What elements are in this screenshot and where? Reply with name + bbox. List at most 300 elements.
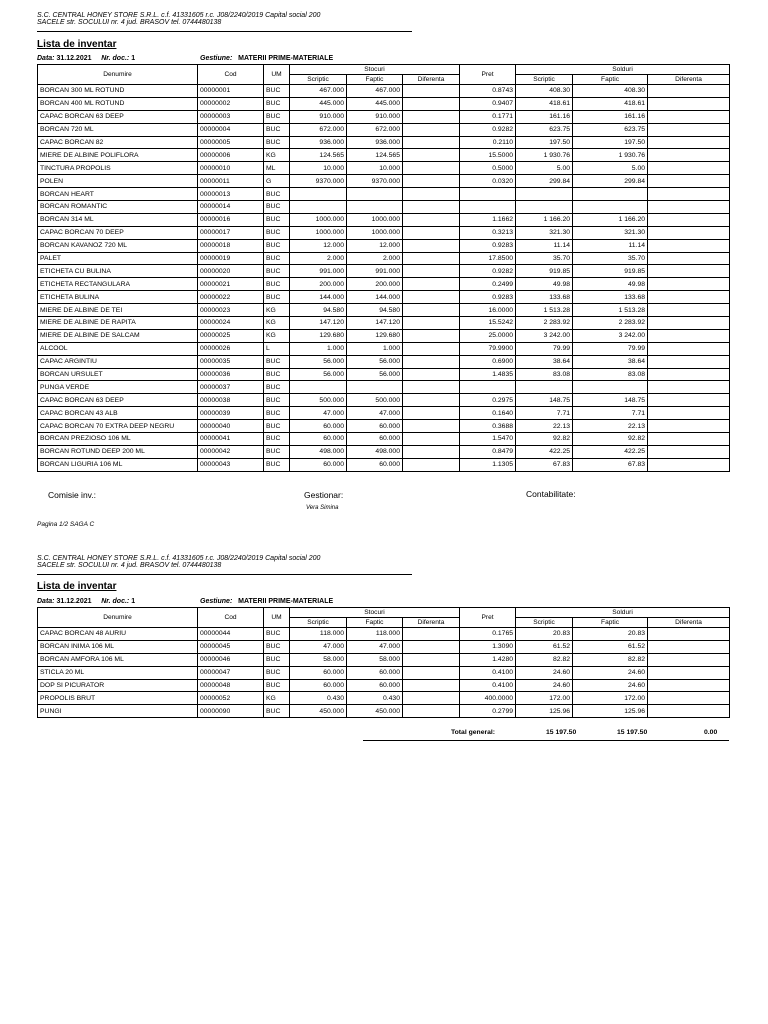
cell-pret: 15.5242 (460, 317, 516, 330)
cell-sold-faptic: 133.68 (573, 291, 648, 304)
cell-stoc-faptic (347, 201, 403, 214)
total-diferenta: 0.00 (704, 729, 718, 736)
cell-sold-faptic (573, 201, 648, 214)
cell-stoc-faptic: 56.000 (347, 355, 403, 368)
cell-pret (460, 188, 516, 201)
col-denumire: Denumire (38, 65, 198, 85)
cell-denumire: BORCAN AMFORA 106 ML (38, 653, 198, 666)
cell-sold-scriptic: 2 283.92 (516, 317, 573, 330)
cell-stoc-faptic: 672.000 (347, 123, 403, 136)
cell-sold-faptic: 79.99 (573, 342, 648, 355)
cell-sold-scriptic: 79.99 (516, 342, 573, 355)
cell-stoc-faptic: 118.000 (347, 628, 403, 641)
col-sold-diferenta: Diferenta (648, 618, 730, 628)
company-line: S.C. CENTRAL HONEY STORE S.R.L. c.f. 41331605 r.c. J08/2240/2019 Capital social 200 (37, 555, 321, 562)
cell-um: BUC (264, 252, 290, 265)
cell-stoc-diferenta (403, 692, 460, 705)
cell-pret: 0.9282 (460, 265, 516, 278)
table-row (38, 679, 730, 692)
table-row (38, 97, 730, 110)
col-solduri: Solduri (516, 608, 730, 618)
cell-pret: 1.4280 (460, 653, 516, 666)
cell-cod: 00000004 (198, 123, 264, 136)
cell-sold-faptic: 24.60 (573, 666, 648, 679)
cell-sold-diferenta (648, 304, 730, 317)
cell-pret: 0.1771 (460, 110, 516, 123)
cell-sold-faptic: 24.60 (573, 679, 648, 692)
cell-sold-scriptic: 24.60 (516, 679, 573, 692)
cell-sold-scriptic: 1 513.28 (516, 304, 573, 317)
cell-pret (460, 201, 516, 214)
cell-sold-diferenta (648, 433, 730, 446)
cell-um: BUC (264, 705, 290, 718)
cell-sold-faptic: 1 513.28 (573, 304, 648, 317)
cell-stoc-diferenta (403, 342, 460, 355)
total-faptic: 15 197.50 (617, 729, 648, 736)
cell-stoc-scriptic: 10.000 (290, 162, 347, 175)
cell-sold-diferenta (648, 394, 730, 407)
cell-cod: 00000006 (198, 149, 264, 162)
cell-cod: 00000017 (198, 226, 264, 239)
cell-sold-faptic (573, 381, 648, 394)
cell-denumire: MIERE DE ALBINE POLIFLORA (38, 149, 198, 162)
cell-um: BUC (264, 355, 290, 368)
cell-stoc-faptic: 47.000 (347, 407, 403, 420)
table-row (38, 666, 730, 679)
cell-cod: 00000043 (198, 458, 264, 471)
cell-stoc-faptic (347, 188, 403, 201)
cell-stoc-scriptic: 144.000 (290, 291, 347, 304)
cell-pret: 0.2975 (460, 394, 516, 407)
col-cod: Cod (198, 608, 264, 628)
cell-sold-diferenta (648, 149, 730, 162)
cell-stoc-faptic: 9370.000 (347, 175, 403, 188)
cell-cod: 00000018 (198, 239, 264, 252)
table-row (38, 252, 730, 265)
cell-um: BUC (264, 640, 290, 653)
cell-pret: 15.5000 (460, 149, 516, 162)
cell-sold-faptic: 919.85 (573, 265, 648, 278)
cell-stoc-diferenta (403, 640, 460, 653)
cell-stoc-diferenta (403, 97, 460, 110)
table-row (38, 278, 730, 291)
cell-um: BUC (264, 679, 290, 692)
cell-cod: 00000041 (198, 433, 264, 446)
cell-sold-diferenta (648, 317, 730, 330)
cell-um: KG (264, 317, 290, 330)
cell-stoc-faptic: 1.000 (347, 342, 403, 355)
cell-stoc-scriptic: 12.000 (290, 239, 347, 252)
cell-denumire: CAPAC BORCAN 70 DEEP (38, 226, 198, 239)
col-pret: Pret (460, 608, 516, 628)
cell-sold-scriptic: 148.75 (516, 394, 573, 407)
cell-denumire: DOP SI PICURATOR (38, 679, 198, 692)
col-um: UM (264, 608, 290, 628)
cell-stoc-scriptic: 58.000 (290, 653, 347, 666)
cell-stoc-faptic: 56.000 (347, 368, 403, 381)
table-row (38, 136, 730, 149)
cell-pret: 0.6900 (460, 355, 516, 368)
cell-stoc-diferenta (403, 420, 460, 433)
cell-sold-scriptic: 20.83 (516, 628, 573, 641)
cell-stoc-faptic: 936.000 (347, 136, 403, 149)
cell-um: KG (264, 149, 290, 162)
table-row (38, 342, 730, 355)
nrdoc-value: 1 (131, 55, 136, 62)
cell-sold-scriptic: 61.52 (516, 640, 573, 653)
table-row (38, 123, 730, 136)
gestiune-value: MATERII PRIME-MATERIALE (238, 598, 334, 605)
cell-denumire: CAPAC BORCAN 70 EXTRA DEEP NEGRU (38, 420, 198, 433)
col-sold-scriptic: Scriptic (516, 618, 573, 628)
cell-denumire: BORCAN PREZIOSO 106 ML (38, 433, 198, 446)
cell-sold-faptic: 3 242.00 (573, 329, 648, 342)
cell-um: BUC (264, 381, 290, 394)
cell-stoc-scriptic: 56.000 (290, 355, 347, 368)
cell-stoc-faptic: 200.000 (347, 278, 403, 291)
cell-cod: 00000002 (198, 97, 264, 110)
cell-um: BUC (264, 239, 290, 252)
cell-um: L (264, 342, 290, 355)
cell-stoc-scriptic: 56.000 (290, 368, 347, 381)
date-label: Data: (37, 598, 55, 605)
cell-um: BUC (264, 420, 290, 433)
col-stocuri: Stocuri (290, 65, 460, 75)
contabilitate-label: Contabilitate: (526, 489, 576, 499)
nrdoc-label: Nr. doc.: (101, 55, 130, 62)
cell-stoc-diferenta (403, 679, 460, 692)
cell-pret: 17.8500 (460, 252, 516, 265)
gestionar-name-wrap (306, 501, 338, 511)
document-meta (37, 598, 334, 605)
table-body (38, 628, 730, 718)
cell-cod: 00000022 (198, 291, 264, 304)
gestiune-label: Gestiune: (200, 55, 233, 62)
col-denumire: Denumire (38, 608, 198, 628)
date-value: 31.12.2021 (56, 598, 92, 605)
cell-denumire: BORCAN LIGURIA 106 ML (38, 458, 198, 471)
cell-sold-scriptic: 5.00 (516, 162, 573, 175)
cell-sold-diferenta (648, 666, 730, 679)
cell-stoc-diferenta (403, 278, 460, 291)
cell-sold-diferenta (648, 97, 730, 110)
cell-sold-diferenta (648, 407, 730, 420)
table-row (38, 368, 730, 381)
cell-stoc-diferenta (403, 265, 460, 278)
cell-sold-scriptic: 161.16 (516, 110, 573, 123)
cell-sold-faptic: 1 930.76 (573, 149, 648, 162)
cell-um: BUC (264, 97, 290, 110)
cell-stoc-scriptic: 910.000 (290, 110, 347, 123)
cell-denumire: PROPOLIS BRUT (38, 692, 198, 705)
cell-denumire: CAPAC BORCAN 48 AURIU (38, 628, 198, 641)
cell-cod: 00000005 (198, 136, 264, 149)
cell-stoc-scriptic: 467.000 (290, 85, 347, 98)
cell-pret: 0.9283 (460, 291, 516, 304)
cell-pret: 25.0000 (460, 329, 516, 342)
comisie-label: Comisie inv.: (48, 490, 97, 500)
cell-stoc-faptic: 147.120 (347, 317, 403, 330)
cell-pret: 0.9283 (460, 239, 516, 252)
cell-um: BUC (264, 201, 290, 214)
table-row (38, 458, 730, 471)
cell-stoc-diferenta (403, 304, 460, 317)
cell-sold-scriptic: 83.08 (516, 368, 573, 381)
cell-stoc-faptic: 60.000 (347, 679, 403, 692)
cell-cod: 00000019 (198, 252, 264, 265)
table-row (38, 201, 730, 214)
cell-sold-faptic: 1 166.20 (573, 213, 648, 226)
inventory-table (37, 64, 730, 472)
cell-sold-faptic: 148.75 (573, 394, 648, 407)
cell-pret: 400.0000 (460, 692, 516, 705)
cell-um: BUC (264, 110, 290, 123)
cell-stoc-scriptic: 60.000 (290, 666, 347, 679)
cell-cod: 00000048 (198, 679, 264, 692)
cell-denumire: BORCAN ROTUND DEEP 200 ML (38, 445, 198, 458)
table-row (38, 213, 730, 226)
cell-pret: 79.9900 (460, 342, 516, 355)
cell-sold-diferenta (648, 355, 730, 368)
cell-stoc-faptic: 60.000 (347, 458, 403, 471)
cell-pret: 1.3090 (460, 640, 516, 653)
table-row (38, 705, 730, 718)
cell-cod: 00000023 (198, 304, 264, 317)
table-row (38, 291, 730, 304)
cell-sold-diferenta (648, 123, 730, 136)
cell-stoc-faptic: 500.000 (347, 394, 403, 407)
col-um: UM (264, 65, 290, 85)
cell-stoc-scriptic: 445.000 (290, 97, 347, 110)
cell-sold-faptic: 67.83 (573, 458, 648, 471)
cell-denumire: MIERE DE ALBINE DE SALCAM (38, 329, 198, 342)
cell-denumire: BORCAN URSULET (38, 368, 198, 381)
cell-um: BUC (264, 666, 290, 679)
cell-stoc-faptic: 1000.000 (347, 226, 403, 239)
cell-stoc-faptic: 129.680 (347, 329, 403, 342)
cell-sold-faptic: 5.00 (573, 162, 648, 175)
cell-sold-scriptic: 125.96 (516, 705, 573, 718)
cell-denumire: ETICHETA RECTANGULARA (38, 278, 198, 291)
total-scriptic: 15 197.50 (546, 729, 577, 736)
cell-cod: 00000037 (198, 381, 264, 394)
cell-sold-scriptic: 22.13 (516, 420, 573, 433)
cell-stoc-diferenta (403, 458, 460, 471)
col-cod: Cod (198, 65, 264, 85)
cell-um: BUC (264, 265, 290, 278)
cell-cod: 00000020 (198, 265, 264, 278)
cell-stoc-scriptic (290, 188, 347, 201)
cell-denumire: TINCTURA PROPOLIS (38, 162, 198, 175)
cell-sold-diferenta (648, 420, 730, 433)
cell-sold-faptic: 35.70 (573, 252, 648, 265)
total-divider (363, 740, 729, 741)
cell-stoc-diferenta (403, 85, 460, 98)
cell-stoc-faptic (347, 381, 403, 394)
cell-stoc-diferenta (403, 291, 460, 304)
table-row (38, 692, 730, 705)
cell-sold-faptic: 38.64 (573, 355, 648, 368)
table-row (38, 420, 730, 433)
col-sold-faptic: Faptic (573, 618, 648, 628)
cell-sold-scriptic: 133.68 (516, 291, 573, 304)
address-line: SACELE str. SOCULUI nr. 4 jud. BRASOV tel. 0744480138 (37, 562, 222, 569)
col-stoc-faptic: Faptic (347, 75, 403, 85)
table-row (38, 653, 730, 666)
cell-stoc-scriptic: 1.000 (290, 342, 347, 355)
cell-um: ML (264, 162, 290, 175)
cell-sold-diferenta (648, 342, 730, 355)
cell-sold-diferenta (648, 162, 730, 175)
cell-sold-scriptic: 623.75 (516, 123, 573, 136)
cell-stoc-diferenta (403, 149, 460, 162)
cell-denumire: CAPAC ARGINTIU (38, 355, 198, 368)
cell-cod: 00000040 (198, 420, 264, 433)
cell-sold-faptic: 408.30 (573, 85, 648, 98)
cell-sold-faptic: 83.08 (573, 368, 648, 381)
cell-stoc-faptic: 2.000 (347, 252, 403, 265)
cell-denumire: MIERE DE ALBINE DE RAPITA (38, 317, 198, 330)
cell-um: G (264, 175, 290, 188)
cell-stoc-diferenta (403, 136, 460, 149)
page-title: Lista de inventar (37, 39, 117, 50)
cell-sold-diferenta (648, 653, 730, 666)
cell-stoc-faptic: 450.000 (347, 705, 403, 718)
cell-stoc-diferenta (403, 407, 460, 420)
header-divider (37, 574, 412, 575)
cell-stoc-scriptic: 1000.000 (290, 226, 347, 239)
cell-sold-diferenta (648, 239, 730, 252)
cell-sold-diferenta (648, 692, 730, 705)
cell-stoc-diferenta (403, 226, 460, 239)
cell-sold-diferenta (648, 188, 730, 201)
cell-sold-faptic: 22.13 (573, 420, 648, 433)
cell-denumire: BORCAN 300 ML ROTUND (38, 85, 198, 98)
cell-sold-scriptic: 11.14 (516, 239, 573, 252)
table-row (38, 226, 730, 239)
cell-um: BUC (264, 407, 290, 420)
cell-stoc-diferenta (403, 162, 460, 175)
cell-pret: 0.1765 (460, 628, 516, 641)
gestionar-name: Vera Simina (306, 505, 339, 511)
table-row (38, 445, 730, 458)
cell-cod: 00000003 (198, 110, 264, 123)
cell-stoc-scriptic: 129.680 (290, 329, 347, 342)
cell-stoc-scriptic: 147.120 (290, 317, 347, 330)
cell-stoc-scriptic: 47.000 (290, 407, 347, 420)
col-stocuri: Stocuri (290, 608, 460, 618)
cell-stoc-diferenta (403, 329, 460, 342)
cell-pret: 16.0000 (460, 304, 516, 317)
cell-stoc-diferenta (403, 381, 460, 394)
cell-sold-faptic: 125.96 (573, 705, 648, 718)
col-stoc-faptic: Faptic (347, 618, 403, 628)
cell-sold-scriptic: 321.30 (516, 226, 573, 239)
cell-denumire: BORCAN 314 ML (38, 213, 198, 226)
cell-sold-diferenta (648, 265, 730, 278)
table-row (38, 110, 730, 123)
cell-sold-scriptic (516, 381, 573, 394)
cell-stoc-faptic: 60.000 (347, 666, 403, 679)
cell-um: BUC (264, 368, 290, 381)
cell-cod: 00000036 (198, 368, 264, 381)
table-row (38, 175, 730, 188)
cell-sold-scriptic: 299.84 (516, 175, 573, 188)
cell-stoc-diferenta (403, 368, 460, 381)
cell-stoc-faptic: 60.000 (347, 433, 403, 446)
inventory-table (37, 607, 730, 718)
table-row (38, 433, 730, 446)
cell-pret: 0.1640 (460, 407, 516, 420)
table-row (38, 162, 730, 175)
cell-sold-diferenta (648, 291, 730, 304)
cell-sold-scriptic: 49.98 (516, 278, 573, 291)
cell-um: BUC (264, 188, 290, 201)
cell-stoc-faptic: 60.000 (347, 420, 403, 433)
cell-stoc-faptic: 94.580 (347, 304, 403, 317)
cell-um: BUC (264, 628, 290, 641)
cell-cod: 00000038 (198, 394, 264, 407)
cell-sold-scriptic: 422.25 (516, 445, 573, 458)
cell-sold-diferenta (648, 175, 730, 188)
cell-sold-diferenta (648, 628, 730, 641)
cell-denumire: POLEN (38, 175, 198, 188)
cell-stoc-diferenta (403, 123, 460, 136)
cell-pret (460, 381, 516, 394)
col-stoc-scriptic: Scriptic (290, 75, 347, 85)
cell-sold-faptic: 92.82 (573, 433, 648, 446)
cell-stoc-scriptic: 672.000 (290, 123, 347, 136)
col-stoc-diferenta: Diferenta (403, 75, 460, 85)
table-row (38, 317, 730, 330)
cell-stoc-scriptic: 1000.000 (290, 213, 347, 226)
cell-um: BUC (264, 653, 290, 666)
cell-sold-diferenta (648, 679, 730, 692)
cell-sold-scriptic: 92.82 (516, 433, 573, 446)
cell-pret: 0.2799 (460, 705, 516, 718)
cell-sold-diferenta (648, 110, 730, 123)
cell-sold-faptic: 422.25 (573, 445, 648, 458)
address-line: SACELE str. SOCULUI nr. 4 jud. BRASOV tel. 0744480138 (37, 19, 222, 26)
cell-denumire: CAPAC BORCAN 43 ALB (38, 407, 198, 420)
table-row (38, 239, 730, 252)
cell-denumire: ALCOOL (38, 342, 198, 355)
cell-stoc-scriptic: 936.000 (290, 136, 347, 149)
cell-stoc-faptic: 12.000 (347, 239, 403, 252)
cell-denumire: BORCAN ROMANTIC (38, 201, 198, 214)
cell-um: BUC (264, 136, 290, 149)
cell-sold-faptic: 172.00 (573, 692, 648, 705)
cell-um: BUC (264, 85, 290, 98)
cell-stoc-faptic: 910.000 (347, 110, 403, 123)
cell-denumire: PUNGI (38, 705, 198, 718)
table-row (38, 188, 730, 201)
date-label: Data: (37, 55, 55, 62)
cell-denumire: PALET (38, 252, 198, 265)
col-pret: Pret (460, 65, 516, 85)
cell-stoc-scriptic: 124.565 (290, 149, 347, 162)
cell-sold-faptic: 321.30 (573, 226, 648, 239)
cell-pret: 0.8743 (460, 85, 516, 98)
cell-cod: 00000001 (198, 85, 264, 98)
cell-cod: 00000042 (198, 445, 264, 458)
cell-pret: 0.4100 (460, 679, 516, 692)
cell-denumire: BORCAN 400 ML ROTUND (38, 97, 198, 110)
cell-denumire: CAPAC BORCAN 63 DEEP (38, 110, 198, 123)
cell-sold-diferenta (648, 85, 730, 98)
cell-stoc-scriptic: 498.000 (290, 445, 347, 458)
cell-stoc-scriptic: 118.000 (290, 628, 347, 641)
